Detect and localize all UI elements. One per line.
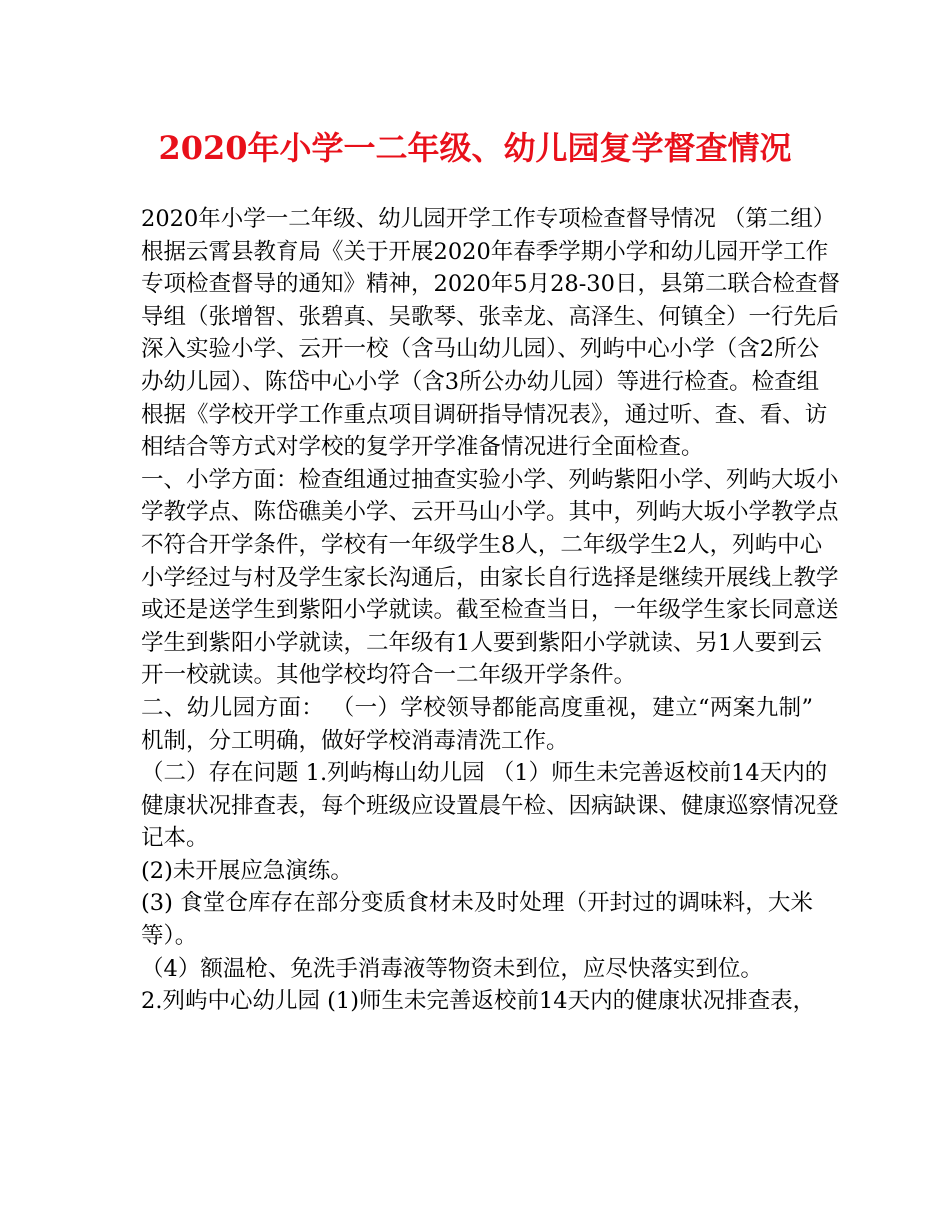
paragraph-line: 学教学点、陈岱礁美小学、云开马山小学。其中，列屿大坂小学教学点: [141, 499, 839, 526]
paragraph-line: 二、幼儿园方面： （一）学校领导都能高度重视，建立“两案九制”: [141, 694, 813, 721]
paragraph-line: 相结合等方式对学校的复学开学准备情况进行全面检查。: [141, 434, 704, 461]
paragraph-line: 开一校就读。其他学校均符合一二年级开学条件。: [141, 662, 637, 689]
document-body: [141, 203, 840, 1018]
paragraph-line: 健康状况排查表，每个班级应设置晨午检、因病缺课、健康巡察情况登: [141, 792, 839, 819]
paragraph-line: 小学经过与村及学生家长沟通后，由家长自行选择是继续开展线上教学: [141, 564, 839, 591]
paragraph-line: 专项检查督导的通知》精神，2020年5月28-30日，县第二联合检查督: [141, 271, 840, 298]
paragraph-line: 深入实验小学、云开一校（含马山幼儿园）、列屿中心小学（含2所公: [141, 336, 820, 363]
paragraph-line: （4）额温枪、免洗手消毒液等物资未到位，应尽快落实到位。: [141, 955, 763, 982]
document-title: 2020年小学一二年级、幼儿园复学督查情况: [158, 129, 792, 167]
paragraph-line: 根据《学校开学工作重点项目调研指导情况表》，通过听、查、看、访: [141, 401, 828, 428]
paragraph-line: 2.列屿中心幼儿园 (1)师生未完善返校前14天内的健康状况排查表，: [141, 988, 816, 1015]
paragraph-line: 2020年小学一二年级、幼儿园开学工作专项检查督导情况 （第二组）: [141, 206, 836, 232]
paragraph-line: （二）存在问题 1.列屿梅山幼儿园 （1）师生未完善返校前14天内的: [141, 760, 828, 787]
paragraph-line: 学生到紫阳小学就读，二年级有1人要到紫阳小学就读、另1人要到云: [141, 629, 823, 656]
paragraph-line: 一、小学方面：检查组通过抽查实验小学、列屿紫阳小学、列屿大坂小: [141, 466, 839, 493]
paragraph-line: 机制，分工明确，做好学校消毒清洗工作。: [141, 727, 569, 754]
paragraph-line: 导组（张增智、张碧真、吴歌琴、张幸龙、高泽生、何镇全）一行先后: [141, 303, 839, 330]
paragraph-line: 根据云霄县教育局《关于开展2020年春季学期小学和幼儿园开学工作: [141, 238, 829, 265]
paragraph-line: 不符合开学条件，学校有一年级学生8人，二年级学生2人，列屿中心: [141, 531, 823, 558]
paragraph-line: 办幼儿园）、陈岱中心小学（含3所公办幼儿园）等进行检查。检查组: [141, 368, 820, 395]
paragraph-line: 或还是送学生到紫阳小学就读。截至检查当日，一年级学生家长同意送: [141, 597, 839, 624]
paragraph-line: 等）。: [141, 923, 198, 950]
paragraph-line: 记本。: [141, 825, 209, 852]
paragraph-line: (2)未开展应急演练。: [141, 857, 353, 884]
paragraph-line: (3) 食堂仓库存在部分变质食材未及时处理（开封过的调味料，大米: [141, 890, 813, 917]
